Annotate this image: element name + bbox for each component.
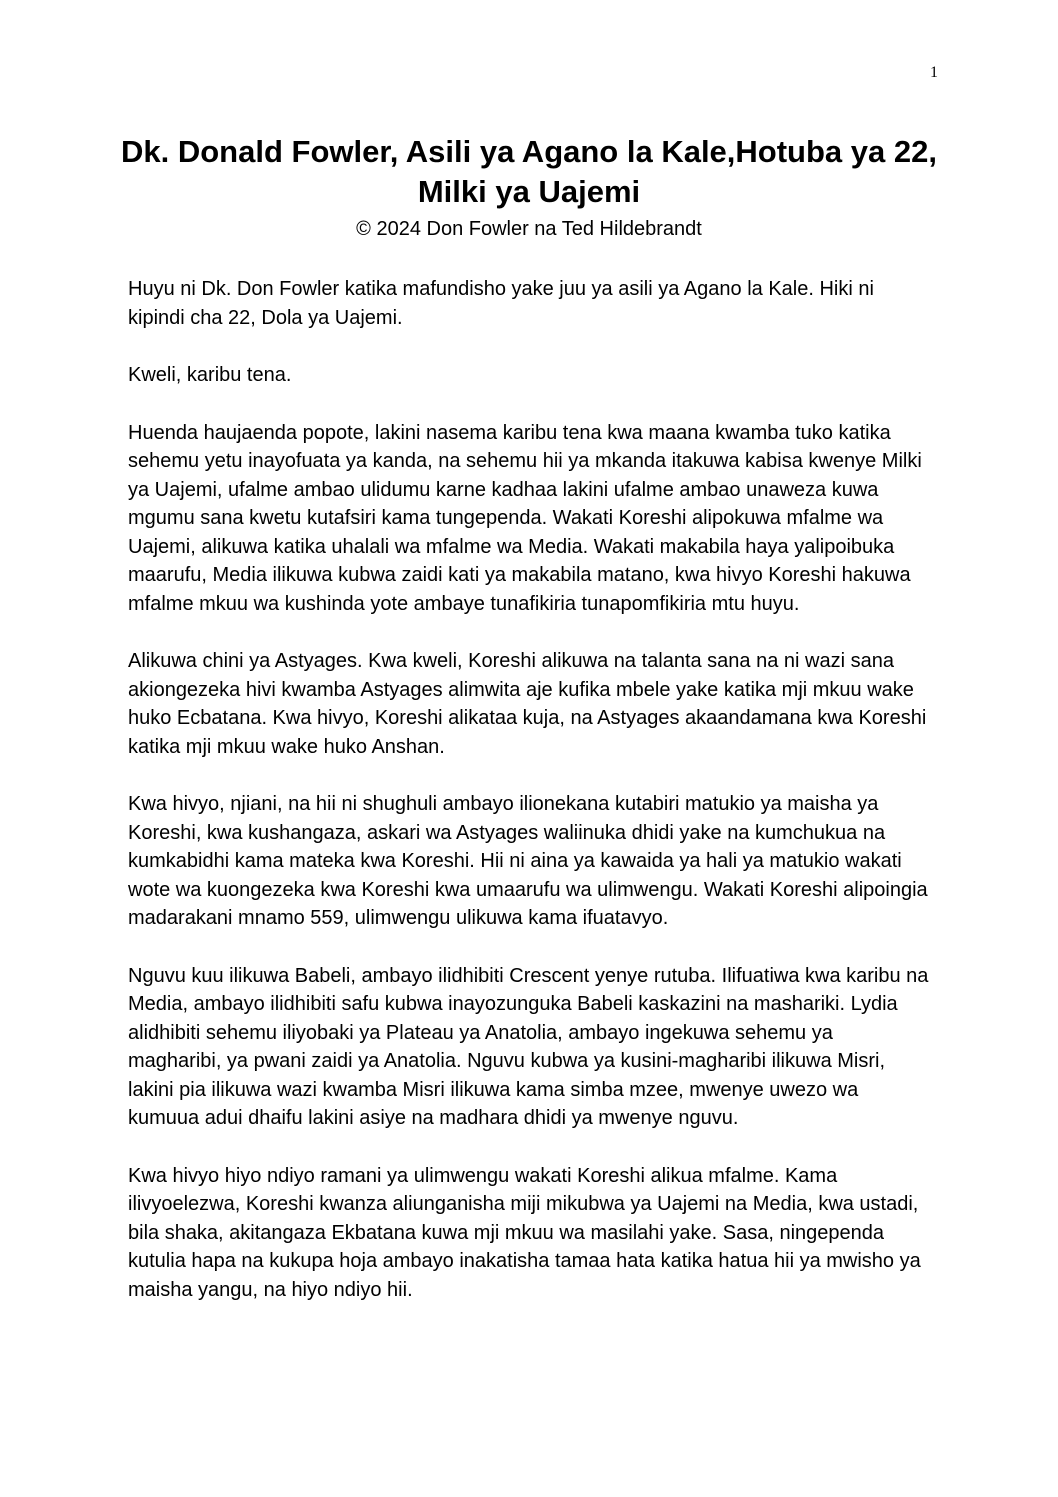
paragraph: Kwa hivyo, njiani, na hii ni shughuli ambayo ilionekana kutabiri matukio ya maisha ya Koreshi, kwa kushangaza, askari wa Astyages waliinuka dhidi yake na kumchukua na kumkabidhi kama mateka kwa Koreshi. Hii ni aina ya kawaida ya hali ya matukio wakati wote wa kuongezeka kwa Koreshi kwa umaarufu wa ulimwengu. Wakati Koreshi alipoingia madarakani mnamo 559, ulimwengu ulikuwa kama ifuatavyo.: [128, 793, 928, 929]
paragraph: Nguvu kuu ilikuwa Babeli, ambayo ilidhibiti Crescent yenye rutuba. Ilifuatiwa kwa karibu na Media, ambayo ilidhibiti safu kubwa inayozunguka Babeli kaskazini na mashariki. Lydia alidhibiti sehemu iliyobaki ya Plateau ya Anatolia, ambayo ingekuwa sehemu ya magharibi, ya pwani zaidi ya Anatolia. Nguvu kubwa ya kusini-magharibi ilikuwa Misri, lakini pia ilikuwa wazi kwamba Misri ilikuwa kama simba mzee, mwenye uwezo wa kumuua adui dhaifu lakini asiye na madhara dhidi ya mwenye nguvu.: [128, 964, 929, 1129]
document-header: [100, 132, 958, 242]
paragraph: Huenda haujaenda popote, lakini nasema karibu tena kwa maana kwamba tuko katika sehemu yetu inayofuata ya kanda, na sehemu hii ya mkanda itakuwa kabisa kwenye Milki ya Uajemi, ufalme ambao ulidumu karne kadhaa lakini ufalme ambao unaweza kuwa mgumu sana kwetu kutafsiri kama tungependa. Wakati Koreshi alipokuwa mfalme wa Uajemi, alikuwa katika uhalali wa mfalme wa Media. Wakati makabila haya yalipoibuka maarufu, Media ilikuwa kubwa zaidi kati ya makabila matano, kwa hivyo Koreshi hakuwa mfalme mkuu wa kushinda yote ambaye tunafikiria tunapomfikiria mtu huyu.: [128, 421, 922, 615]
paragraph-welcome: Kweli, karibu tena.: [128, 364, 292, 386]
document-body: [128, 275, 930, 1333]
paragraph-intro: Huyu ni Dk. Don Fowler katika mafundisho yake juu ya asili ya Agano la Kale. Hiki ni kipindi cha 22, Dola ya Uajemi.: [128, 278, 874, 329]
paragraph: Kwa hivyo hiyo ndiyo ramani ya ulimwengu wakati Koreshi alikua mfalme. Kama ilivyoelezwa, Koreshi kwanza aliunganisha miji mikubwa ya Uajemi na Media, kwa ustadi, bila shaka, akitangaza Ekbatana kuwa mji mkuu wa masilahi yake. Sasa, ningependa kutulia hapa na kukupa hoja ambayo inakatisha tamaa hata katika hatua hii ya mwisho ya maisha yangu, na hiyo ndiyo hii.: [128, 1164, 921, 1301]
copyright-line: © 2024 Don Fowler na Ted Hildebrandt: [356, 218, 702, 240]
paragraph: Alikuwa chini ya Astyages. Kwa kweli, Koreshi alikuwa na talanta sana na ni wazi sana akiongezeka hivi kwamba Astyages alimwita aje kufika mbele yake katika mji mkuu wake huko Ecbatana. Kwa hivyo, Koreshi alikataa kuja, na Astyages akaandamana kwa Koreshi katika mji mkuu wake huko Anshan.: [128, 650, 927, 758]
page-number: 1: [930, 64, 938, 81]
document-title: Dk. Donald Fowler, Asili ya Agano la Kale,Hotuba ya 22, Milki ya Uajemi: [121, 134, 937, 209]
